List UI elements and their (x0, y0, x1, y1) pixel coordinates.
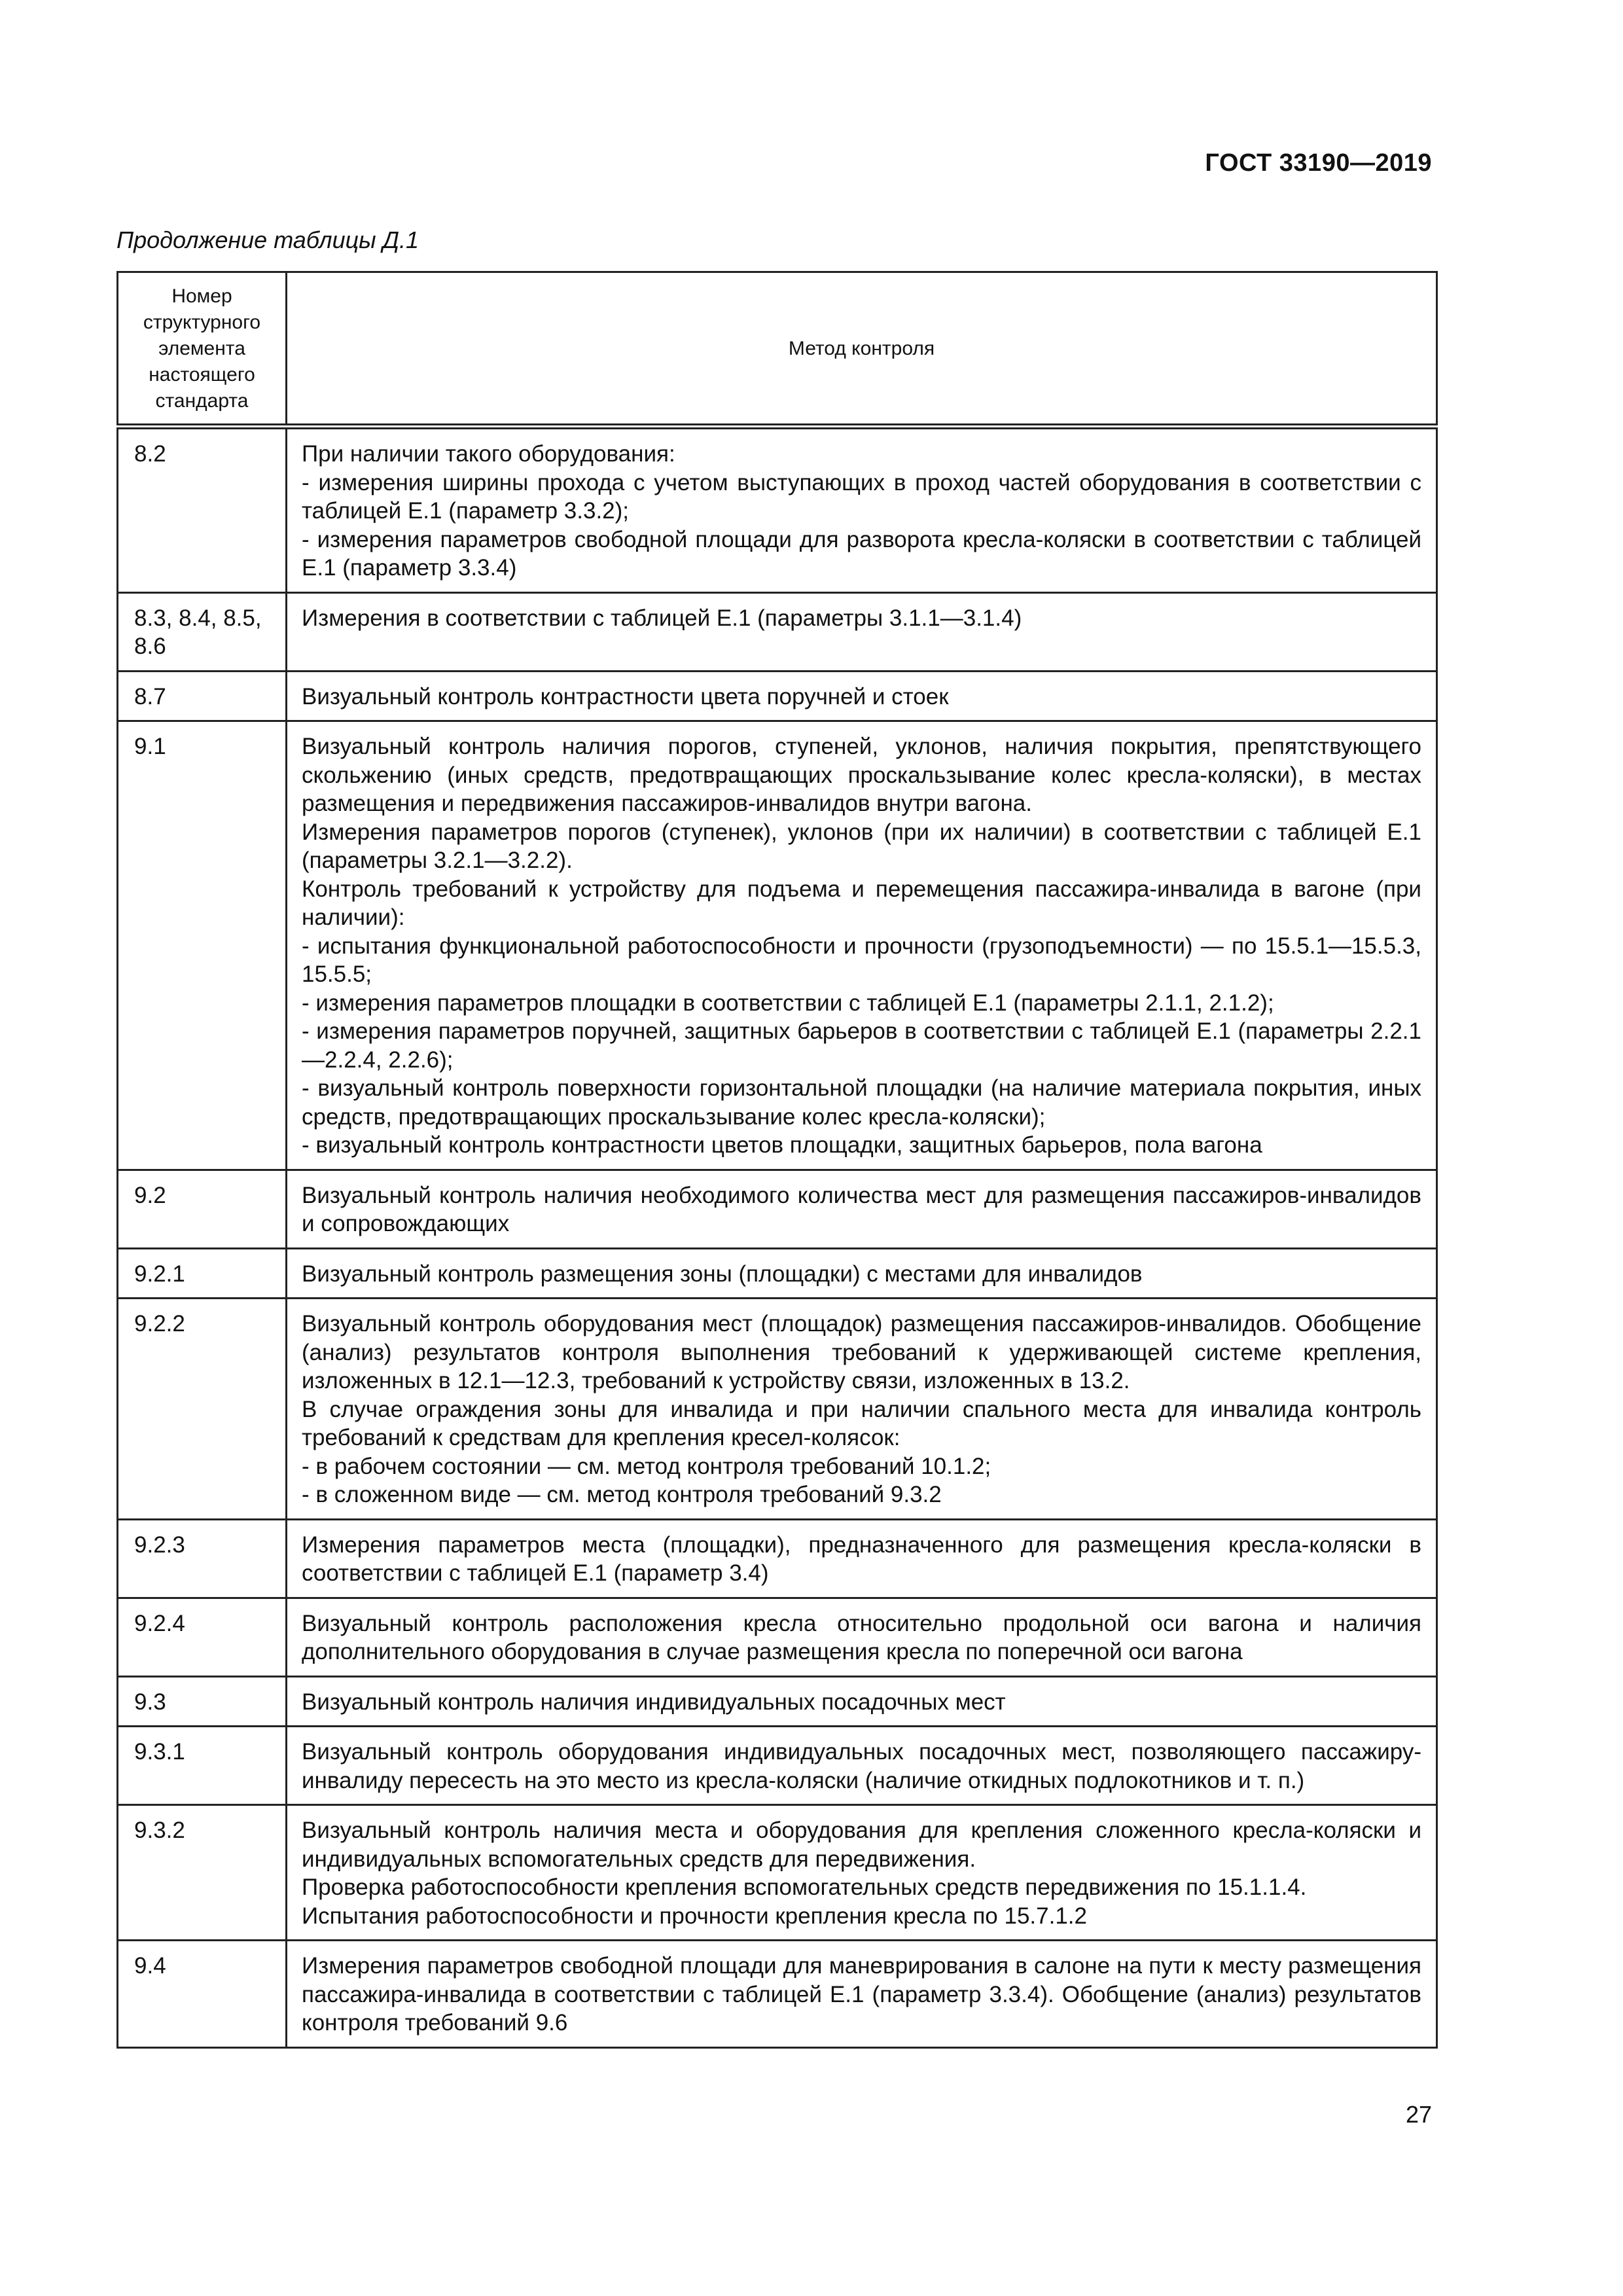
element-number-cell: 9.2 (118, 1170, 287, 1248)
element-number-cell: 8.3, 8.4, 8.5, 8.6 (118, 592, 287, 671)
table-row (118, 1805, 1437, 1941)
element-number-cell: 9.1 (118, 721, 287, 1170)
control-method-line: При наличии такого оборудования: (302, 441, 675, 467)
table-header-row (118, 272, 1437, 427)
control-method-cell (287, 1248, 1437, 1299)
control-method-line: - испытания функциональной работоспособности и прочности (грузоподъемности) — по 15.5.1—15.5.3, 15.5.5; (302, 933, 1421, 987)
table-row (118, 1170, 1437, 1248)
control-method-line: Измерения параметров свободной площади для маневрирования в салоне на пути к месту размещения пассажира-инвалида в соответствии с таблицей Е.1 (параметр 3.3.4). Обобщение (анализ) результатов контроля требований 9.6 (302, 1953, 1421, 2036)
control-method-line: Проверка работоспособности крепления вспомогательных средств передвижения по 15.1.1.4. (302, 1874, 1307, 1900)
control-method-cell (287, 1727, 1437, 1805)
control-method-line: Измерения в соответствии с таблицей Е.1 (параметры 3.1.1—3.1.4) (302, 605, 1022, 631)
control-method-line: Измерения параметров места (площадки), предназначенного для размещения кресла-коляски в соответствии с таблицей Е.1 (параметр 3.4) (302, 1532, 1421, 1586)
table-row (118, 1248, 1437, 1299)
element-number-cell: 9.2.3 (118, 1519, 287, 1598)
control-method-line: - в рабочем состоянии — см. метод контроля требований 10.1.2; (302, 1453, 991, 1479)
control-method-line: Измерения параметров порогов (ступенек), уклонов (при их наличии) в соответствии с таблицей Е.1 (параметры 3.2.1—3.2.2). (302, 819, 1421, 873)
table-row (118, 671, 1437, 721)
control-method-line: Визуальный контроль наличия места и оборудования для крепления сложенного кресла-коляски и индивидуальных вспомогательных средств для передвижения. (302, 1818, 1421, 1872)
control-method-line: Испытания работоспособности и прочности крепления кресла по 15.7.1.2 (302, 1903, 1087, 1929)
control-method-line: - визуальный контроль поверхности горизонтальной площадки (на наличие материала покрытия, иных средств, предотвращающих проскальзывание колес кресла-коляски); (302, 1075, 1421, 1130)
table-row (118, 1299, 1437, 1520)
table-row (118, 1727, 1437, 1805)
column-header-element-number: Номер структурного элемента настоящего стандарта (118, 272, 287, 427)
element-number-cell: 9.2.4 (118, 1598, 287, 1676)
control-method-line: Визуальный контроль наличия порогов, ступеней, уклонов, наличия покрытия, препятствующего скольжению (иных средств, предотвращающих проскальзывание колес кресла-коляски), в местах размещения и передвижения пассажиров-инвалидов внутри вагона. (302, 734, 1421, 816)
control-method-cell (287, 1805, 1437, 1941)
table-body (118, 427, 1437, 2048)
control-method-cell (287, 1170, 1437, 1248)
control-method-cell (287, 671, 1437, 721)
control-method-line: Визуальный контроль расположения кресла относительно продольной оси вагона и наличия дополнительного оборудования в случае размещения кресла по поперечной оси вагона (302, 1610, 1421, 1664)
control-method-cell (287, 592, 1437, 671)
control-method-cell (287, 1676, 1437, 1727)
page-number: 27 (1405, 2101, 1432, 2128)
element-number-cell: 9.3 (118, 1676, 287, 1727)
table-row (118, 721, 1437, 1170)
control-method-cell (287, 1941, 1437, 2048)
column-header-control-method: Метод контроля (287, 272, 1437, 427)
element-number-cell: 9.2.1 (118, 1248, 287, 1299)
document-code: ГОСТ 33190—2019 (1205, 149, 1432, 177)
control-method-cell (287, 1598, 1437, 1676)
control-method-line: - измерения параметров поручней, защитных барьеров в соответствии с таблицей Е.1 (параметры 2.2.1—2.2.4, 2.2.6); (302, 1018, 1421, 1073)
control-method-cell (287, 721, 1437, 1170)
control-method-line: Контроль требований к устройству для подъема и перемещения пассажира-инвалида в вагоне (при наличии): (302, 876, 1421, 930)
control-method-line: Визуальный контроль контрастности цвета поручней и стоек (302, 683, 949, 709)
control-method-line: - визуальный контроль контрастности цветов площадки, защитных барьеров, пола вагона (302, 1132, 1262, 1158)
element-number-cell: 9.3.1 (118, 1727, 287, 1805)
table-row (118, 592, 1437, 671)
element-number-cell: 8.2 (118, 427, 287, 593)
table-row (118, 1519, 1437, 1598)
control-method-cell (287, 427, 1437, 593)
control-methods-table (116, 271, 1438, 2049)
control-method-line: - в сложенном виде — см. метод контроля требований 9.3.2 (302, 1482, 942, 1507)
control-method-line: Визуальный контроль наличия индивидуальных посадочных мест (302, 1689, 1006, 1715)
table-caption: Продолжение таблицы Д.1 (116, 226, 419, 253)
control-method-line: Визуальный контроль размещения зоны (площадки) с местами для инвалидов (302, 1261, 1143, 1287)
control-method-line: Визуальный контроль оборудования мест (площадок) размещения пассажиров-инвалидов. Обобщение (анализ) результатов контроля выполнения требований к удерживающей системе крепления, изложенных в 12.1—12.3, требований к устройству связи, изложенных в 13.2. (302, 1311, 1421, 1393)
table-row (118, 1598, 1437, 1676)
table-row (118, 1941, 1437, 2048)
table-row (118, 1676, 1437, 1727)
control-method-cell (287, 1519, 1437, 1598)
control-method-line: Визуальный контроль оборудования индивидуальных посадочных мест, позволяющего пассажиру-инвалиду пересесть на это место из кресла-коляски (наличие откидных подлокотников и т. п.) (302, 1739, 1421, 1793)
control-method-line: - измерения параметров свободной площади для разворота кресла-коляски в соответствии с таблицей Е.1 (параметр 3.3.4) (302, 526, 1421, 581)
control-method-line: Визуальный контроль наличия необходимого количества мест для размещения пассажиров-инвалидов и сопровождающих (302, 1182, 1421, 1236)
control-method-line: - измерения ширины прохода с учетом выступающих в проход частей оборудования в соответствии с таблицей Е.1 (параметр 3.3.2); (302, 469, 1421, 524)
control-method-line: В случае ограждения зоны для инвалида и при наличии спального места для инвалида контроль требований к средствам для крепления кресел-колясок: (302, 1396, 1421, 1450)
table-row (118, 427, 1437, 593)
control-method-line: - измерения параметров площадки в соответствии с таблицей Е.1 (параметры 2.1.1, 2.1.2); (302, 990, 1274, 1016)
element-number-cell: 8.7 (118, 671, 287, 721)
element-number-cell: 9.4 (118, 1941, 287, 2048)
element-number-cell: 9.2.2 (118, 1299, 287, 1520)
element-number-cell: 9.3.2 (118, 1805, 287, 1941)
control-method-cell (287, 1299, 1437, 1520)
